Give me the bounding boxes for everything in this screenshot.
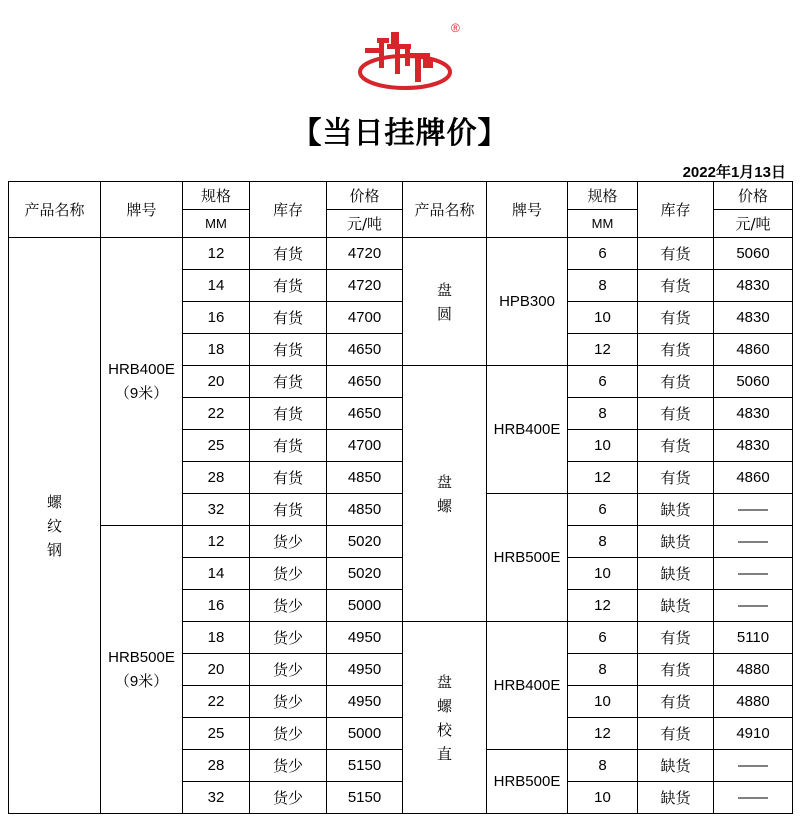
stock-cell: 有货 (250, 334, 327, 366)
col-price-label: 价格 (327, 182, 402, 210)
price-date: 2022年1月13日 (682, 164, 786, 181)
logo-glyph (365, 32, 433, 82)
spec-cell: 10 (568, 686, 638, 718)
col-spec-unit: MM (205, 215, 227, 231)
stock-cell: 货少 (250, 782, 327, 814)
spec-cell: 10 (568, 430, 638, 462)
spec-cell: 6 (568, 366, 638, 398)
stock-cell: 缺货 (638, 494, 714, 526)
table-row (9, 526, 793, 558)
product-name-cell-line: 钢 (46, 540, 62, 559)
product-name-cell (403, 238, 487, 366)
stock-cell: 有货 (250, 302, 327, 334)
col-stock-2: 库存 (638, 182, 714, 238)
price-cell: 5020 (327, 558, 403, 590)
col-price-label-2: 价格 (714, 182, 792, 210)
brand-cell: HRB400E (487, 366, 568, 494)
price-cell: 4910 (714, 718, 793, 750)
stock-cell: 货少 (250, 526, 327, 558)
spec-cell: 20 (183, 366, 250, 398)
spec-cell: 12 (183, 526, 250, 558)
spec-cell: 6 (568, 622, 638, 654)
stock-cell: 有货 (638, 430, 714, 462)
stock-cell: 缺货 (638, 558, 714, 590)
col-spec-unit-2: MM (591, 215, 614, 231)
brand-cell: HPB300 (487, 238, 568, 366)
col-product-2: 产品名称 (403, 182, 487, 238)
stock-cell: 有货 (638, 238, 714, 270)
brand-cell-line: （9米） (114, 384, 169, 402)
spec-cell: 18 (183, 622, 250, 654)
stock-cell: 有货 (638, 718, 714, 750)
col-spec (183, 182, 250, 238)
stock-cell: 有货 (638, 334, 714, 366)
price-table (8, 181, 793, 814)
stock-cell: 有货 (250, 462, 327, 494)
price-cell: 4720 (327, 238, 403, 270)
spec-cell: 8 (568, 270, 638, 302)
spec-cell: 8 (568, 654, 638, 686)
spec-cell: 8 (568, 526, 638, 558)
price-cell: 4700 (327, 302, 403, 334)
col-brand: 牌号 (101, 182, 183, 238)
col-price-unit: 元/吨 (346, 214, 383, 233)
price-cell: 4880 (714, 686, 793, 718)
stock-cell: 货少 (250, 654, 327, 686)
spec-cell: 10 (568, 302, 638, 334)
price-cell: 4950 (327, 654, 403, 686)
stock-cell: 有货 (638, 622, 714, 654)
product-name-cell-line: 盘 (436, 672, 452, 691)
price-cell: 4950 (327, 622, 403, 654)
table-row (9, 238, 793, 270)
col-brand-2: 牌号 (487, 182, 568, 238)
price-cell: —— (714, 558, 793, 590)
spec-cell: 12 (568, 334, 638, 366)
product-name-cell-line: 螺 (46, 492, 62, 511)
price-cell: —— (714, 750, 793, 782)
price-cell: 4860 (714, 334, 793, 366)
price-cell: 4720 (327, 270, 403, 302)
stock-cell: 缺货 (638, 526, 714, 558)
stock-cell: 有货 (638, 462, 714, 494)
spec-cell: 25 (183, 718, 250, 750)
stock-cell: 货少 (250, 718, 327, 750)
brand-cell-line: HRB400E (108, 360, 175, 378)
price-cell: 5110 (714, 622, 793, 654)
product-name-cell (403, 366, 487, 622)
price-cell: 4950 (327, 686, 403, 718)
stock-cell: 货少 (250, 622, 327, 654)
price-cell: 5060 (714, 238, 793, 270)
stock-cell: 有货 (250, 366, 327, 398)
price-cell: 4830 (714, 270, 793, 302)
price-cell: 4880 (714, 654, 793, 686)
spec-cell: 10 (568, 782, 638, 814)
price-cell: —— (714, 782, 793, 814)
price-cell: 5150 (327, 782, 403, 814)
spec-cell: 12 (568, 718, 638, 750)
col-price (327, 182, 403, 238)
stock-cell: 有货 (250, 270, 327, 302)
col-spec-label: 规格 (183, 182, 249, 210)
spec-cell: 6 (568, 494, 638, 526)
stock-cell: 有货 (638, 302, 714, 334)
col-price-unit-2: 元/吨 (735, 214, 771, 233)
price-cell: —— (714, 494, 793, 526)
col-price-2 (714, 182, 793, 238)
price-cell: 5000 (327, 590, 403, 622)
spec-cell: 16 (183, 302, 250, 334)
product-name-cell (9, 238, 101, 814)
spec-cell: 28 (183, 750, 250, 782)
brand-logo (355, 18, 465, 92)
product-name-cell-line: 盘 (436, 280, 452, 299)
spec-cell: 22 (183, 686, 250, 718)
spec-cell: 25 (183, 430, 250, 462)
spec-cell: 8 (568, 750, 638, 782)
product-name-cell-line: 螺 (436, 696, 452, 715)
stock-cell: 缺货 (638, 590, 714, 622)
stock-cell: 有货 (638, 270, 714, 302)
col-stock: 库存 (250, 182, 327, 238)
price-cell: —— (714, 526, 793, 558)
price-cell: 4650 (327, 398, 403, 430)
product-name-cell-line: 螺 (436, 496, 452, 515)
spec-cell: 18 (183, 334, 250, 366)
price-cell: 4650 (327, 366, 403, 398)
stock-cell: 货少 (250, 590, 327, 622)
product-name-cell-line: 校 (436, 720, 452, 739)
spec-cell: 6 (568, 238, 638, 270)
brand-cell (101, 526, 183, 814)
price-cell: 5020 (327, 526, 403, 558)
price-cell: 4700 (327, 430, 403, 462)
price-cell: 5000 (327, 718, 403, 750)
price-cell: 4830 (714, 398, 793, 430)
brand-cell (101, 238, 183, 526)
price-cell: 4830 (714, 430, 793, 462)
product-name-cell-line: 圆 (436, 304, 452, 323)
stock-cell: 货少 (250, 558, 327, 590)
registered-mark: ® (451, 21, 460, 35)
stock-cell: 有货 (250, 398, 327, 430)
price-cell: 4650 (327, 334, 403, 366)
header-row (9, 182, 793, 238)
stock-cell: 有货 (250, 238, 327, 270)
spec-cell: 14 (183, 270, 250, 302)
spec-cell: 32 (183, 782, 250, 814)
page-title: 【当日挂牌价】 (291, 116, 509, 151)
spec-cell: 8 (568, 398, 638, 430)
stock-cell: 有货 (638, 366, 714, 398)
stock-cell: 有货 (250, 430, 327, 462)
product-name-cell (403, 622, 487, 814)
brand-cell: HRB500E (487, 750, 568, 814)
spec-cell: 12 (568, 462, 638, 494)
col-spec-2 (568, 182, 638, 238)
price-table-body (9, 238, 793, 814)
price-cell: 4850 (327, 494, 403, 526)
stock-cell: 缺货 (638, 782, 714, 814)
price-cell: 4860 (714, 462, 793, 494)
spec-cell: 14 (183, 558, 250, 590)
spec-cell: 22 (183, 398, 250, 430)
price-cell: 4850 (327, 462, 403, 494)
spec-cell: 10 (568, 558, 638, 590)
spec-cell: 16 (183, 590, 250, 622)
stock-cell: 有货 (638, 398, 714, 430)
product-name-cell-line: 纹 (46, 516, 62, 535)
col-spec-label-2: 规格 (568, 182, 637, 210)
brand-cell-line: HRB500E (108, 648, 175, 666)
col-product: 产品名称 (9, 182, 101, 238)
stock-cell: 有货 (250, 494, 327, 526)
stock-cell: 缺货 (638, 750, 714, 782)
price-cell: 5150 (327, 750, 403, 782)
spec-cell: 20 (183, 654, 250, 686)
stock-cell: 货少 (250, 750, 327, 782)
price-cell: 4830 (714, 302, 793, 334)
product-name-cell-line: 盘 (436, 472, 452, 491)
stock-cell: 有货 (638, 654, 714, 686)
spec-cell: 32 (183, 494, 250, 526)
spec-cell: 28 (183, 462, 250, 494)
price-cell: —— (714, 590, 793, 622)
brand-cell: HRB400E (487, 622, 568, 750)
brand-cell: HRB500E (487, 494, 568, 622)
spec-cell: 12 (568, 590, 638, 622)
spec-cell: 12 (183, 238, 250, 270)
price-cell: 5060 (714, 366, 793, 398)
product-name-cell-line: 直 (436, 744, 452, 763)
brand-cell-line: （9米） (114, 672, 169, 690)
stock-cell: 有货 (638, 686, 714, 718)
stock-cell: 货少 (250, 686, 327, 718)
